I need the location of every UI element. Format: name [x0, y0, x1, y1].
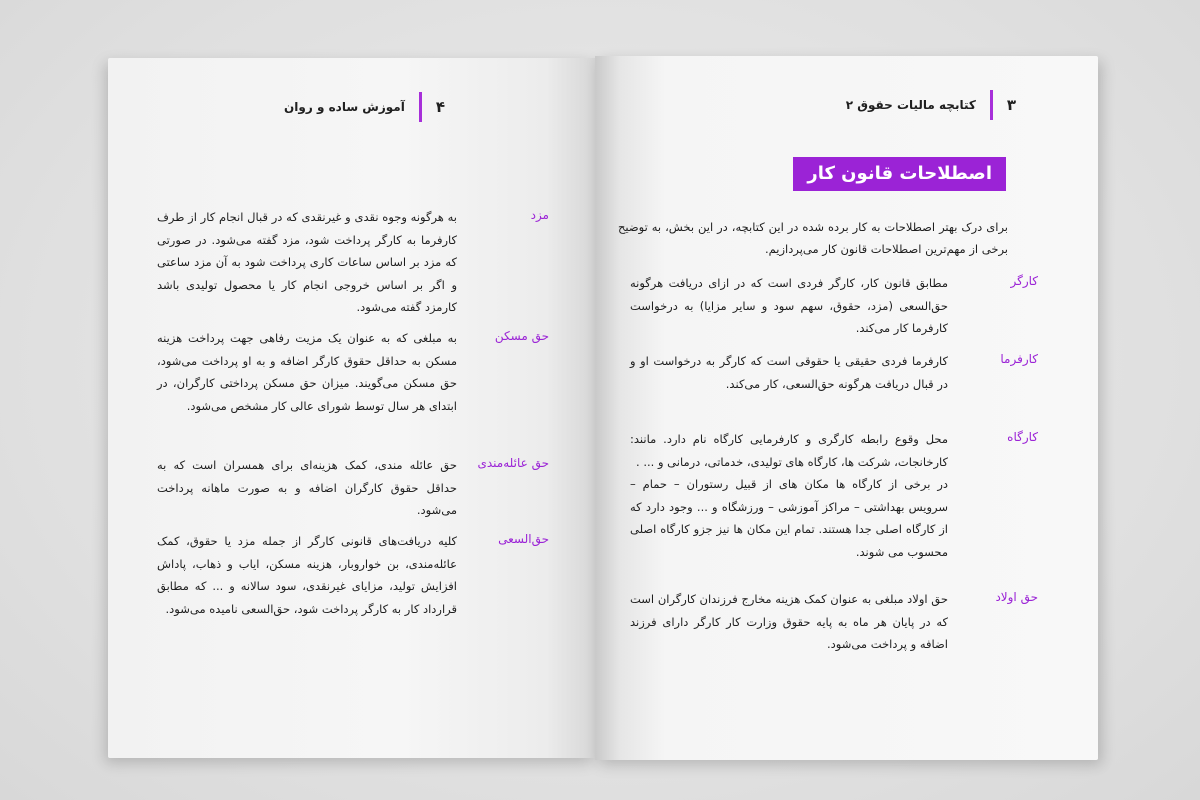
- glossary-term: کارگاه: [1007, 430, 1038, 444]
- glossary-term: کارفرما: [1000, 352, 1038, 366]
- page-number: ۴: [435, 98, 445, 116]
- glossary-definition: محل وقوع رابطه کارگری و کارفرمایی کارگاه نام دارد. مانند: کارخانجات، شرکت ها، کارگاه های تولیدی، خدماتی، درمانی و ... .: [630, 432, 948, 469]
- glossary-term: کارگر: [1010, 274, 1038, 288]
- section-title: اصطلاحات قانون کار: [793, 157, 1006, 191]
- page-header-title: کتابچه مالیات حقوق ۲: [845, 98, 976, 112]
- right-page-header: [846, 90, 1016, 120]
- glossary-entry-workplace: [630, 428, 1038, 563]
- glossary-entry-wage: [157, 206, 549, 319]
- glossary-entry-employer: [630, 350, 1038, 395]
- right-page: [595, 56, 1098, 760]
- glossary-definition: مطابق قانون کار، کارگر فردی است که در ازای دریافت هرگونه حق‌السعی (مزد، حقوق، سهم سود و سایر مزایا) به درخواست کارفرما کار می‌کند.: [630, 276, 948, 335]
- page-header-title: آموزش ساده و روان: [284, 100, 405, 114]
- page-number: ۳: [1006, 96, 1016, 114]
- glossary-definition: حق اولاد مبلغی به عنوان کمک هزینه مخارج فرزندان کارگران است که در پایان هر ماه به پایه حقوق وزارت کار کارگر دارای فرزند اضافه و پرداخت می‌شود.: [630, 592, 948, 651]
- glossary-definition: کلیه دریافت‌های قانونی کارگر از جمله مزد یا حقوق، کمک عائله‌مندی، بن خواروبار، هزینه مسکن، ایاب و ذهاب، پاداش افزایش تولید، مزایای غیرنقدی، سود سالانه و ... که مطابق قرارداد کار به کارگر پرداخت شود، حق‌السعی نامیده می‌شود.: [157, 534, 457, 616]
- glossary-entry-remuneration: [157, 530, 549, 620]
- glossary-entry-family-allowance: [157, 454, 549, 522]
- section-intro: برای درک بهتر اصطلاحات به کار برده شده در این کتابچه، در این بخش، به توضیح برخی از مهم‌ترین اصطلاحات قانون کار می‌پردازیم.: [618, 220, 1008, 256]
- left-page-header: [284, 92, 445, 122]
- glossary-definition-continued: در برخی از کارگاه ها مکان های از قبیل رستوران – حمام – سرویس بهداشتی – مراکز آموزشی – ورزشگاه و ... وجود دارد که از کارگاه اصلی جدا هستند. تمام این مکان ها نیز جزو کارگاه اصلی محسوب می شوند.: [630, 477, 948, 559]
- header-accent-bar: [419, 92, 422, 122]
- header-accent-bar: [990, 90, 993, 120]
- glossary-term: مزد: [530, 208, 549, 222]
- glossary-definition: به مبلغی که به عنوان یک مزیت رفاهی جهت پرداخت هزینه مسکن به حداقل حقوق کارگر اضافه و به او پرداخت می‌شود، حق مسکن می‌گویند. میزان حق مسکن پرداختی کارگران، در ابتدای هر سال توسط شورای عالی کار مشخص می‌شود.: [157, 331, 457, 413]
- glossary-entry-housing-allowance: [157, 327, 549, 417]
- glossary-term: حق مسکن: [494, 329, 549, 343]
- glossary-definition: به هرگونه وجوه نقدی و غیرنقدی که در قبال انجام کار از طرف کارفرما به کارگر پرداخت شود، مزد گفته می‌شود. در صورتی که مزد بر اساس ساعات کاری پرداخت شود به آن مزد ساعتی و اگر بر اساس خروجی انجام کار یا محصول تولیدی باشد کارمزد گفته می‌شود.: [157, 210, 457, 314]
- glossary-entry-child-allowance: [630, 588, 1038, 656]
- open-booklet: [108, 48, 1098, 760]
- glossary-definition: حق عائله مندی، کمک هزینه‌ای برای همسران است که به حداقل حقوق کارگران اضافه و به صورت ماهانه پرداخت می‌شود.: [157, 458, 457, 517]
- glossary-term: حق‌السعی: [498, 532, 549, 546]
- glossary-term: حق عائله‌مندی: [477, 456, 549, 470]
- left-page: [108, 58, 595, 758]
- glossary-definition: کارفرما فردی حقیقی یا حقوقی است که کارگر به درخواست او و در قبال دریافت هرگونه حق‌السعی، کار می‌کند.: [630, 354, 948, 391]
- glossary-term: حق اولاد: [995, 590, 1038, 604]
- glossary-entry-worker: [630, 272, 1038, 340]
